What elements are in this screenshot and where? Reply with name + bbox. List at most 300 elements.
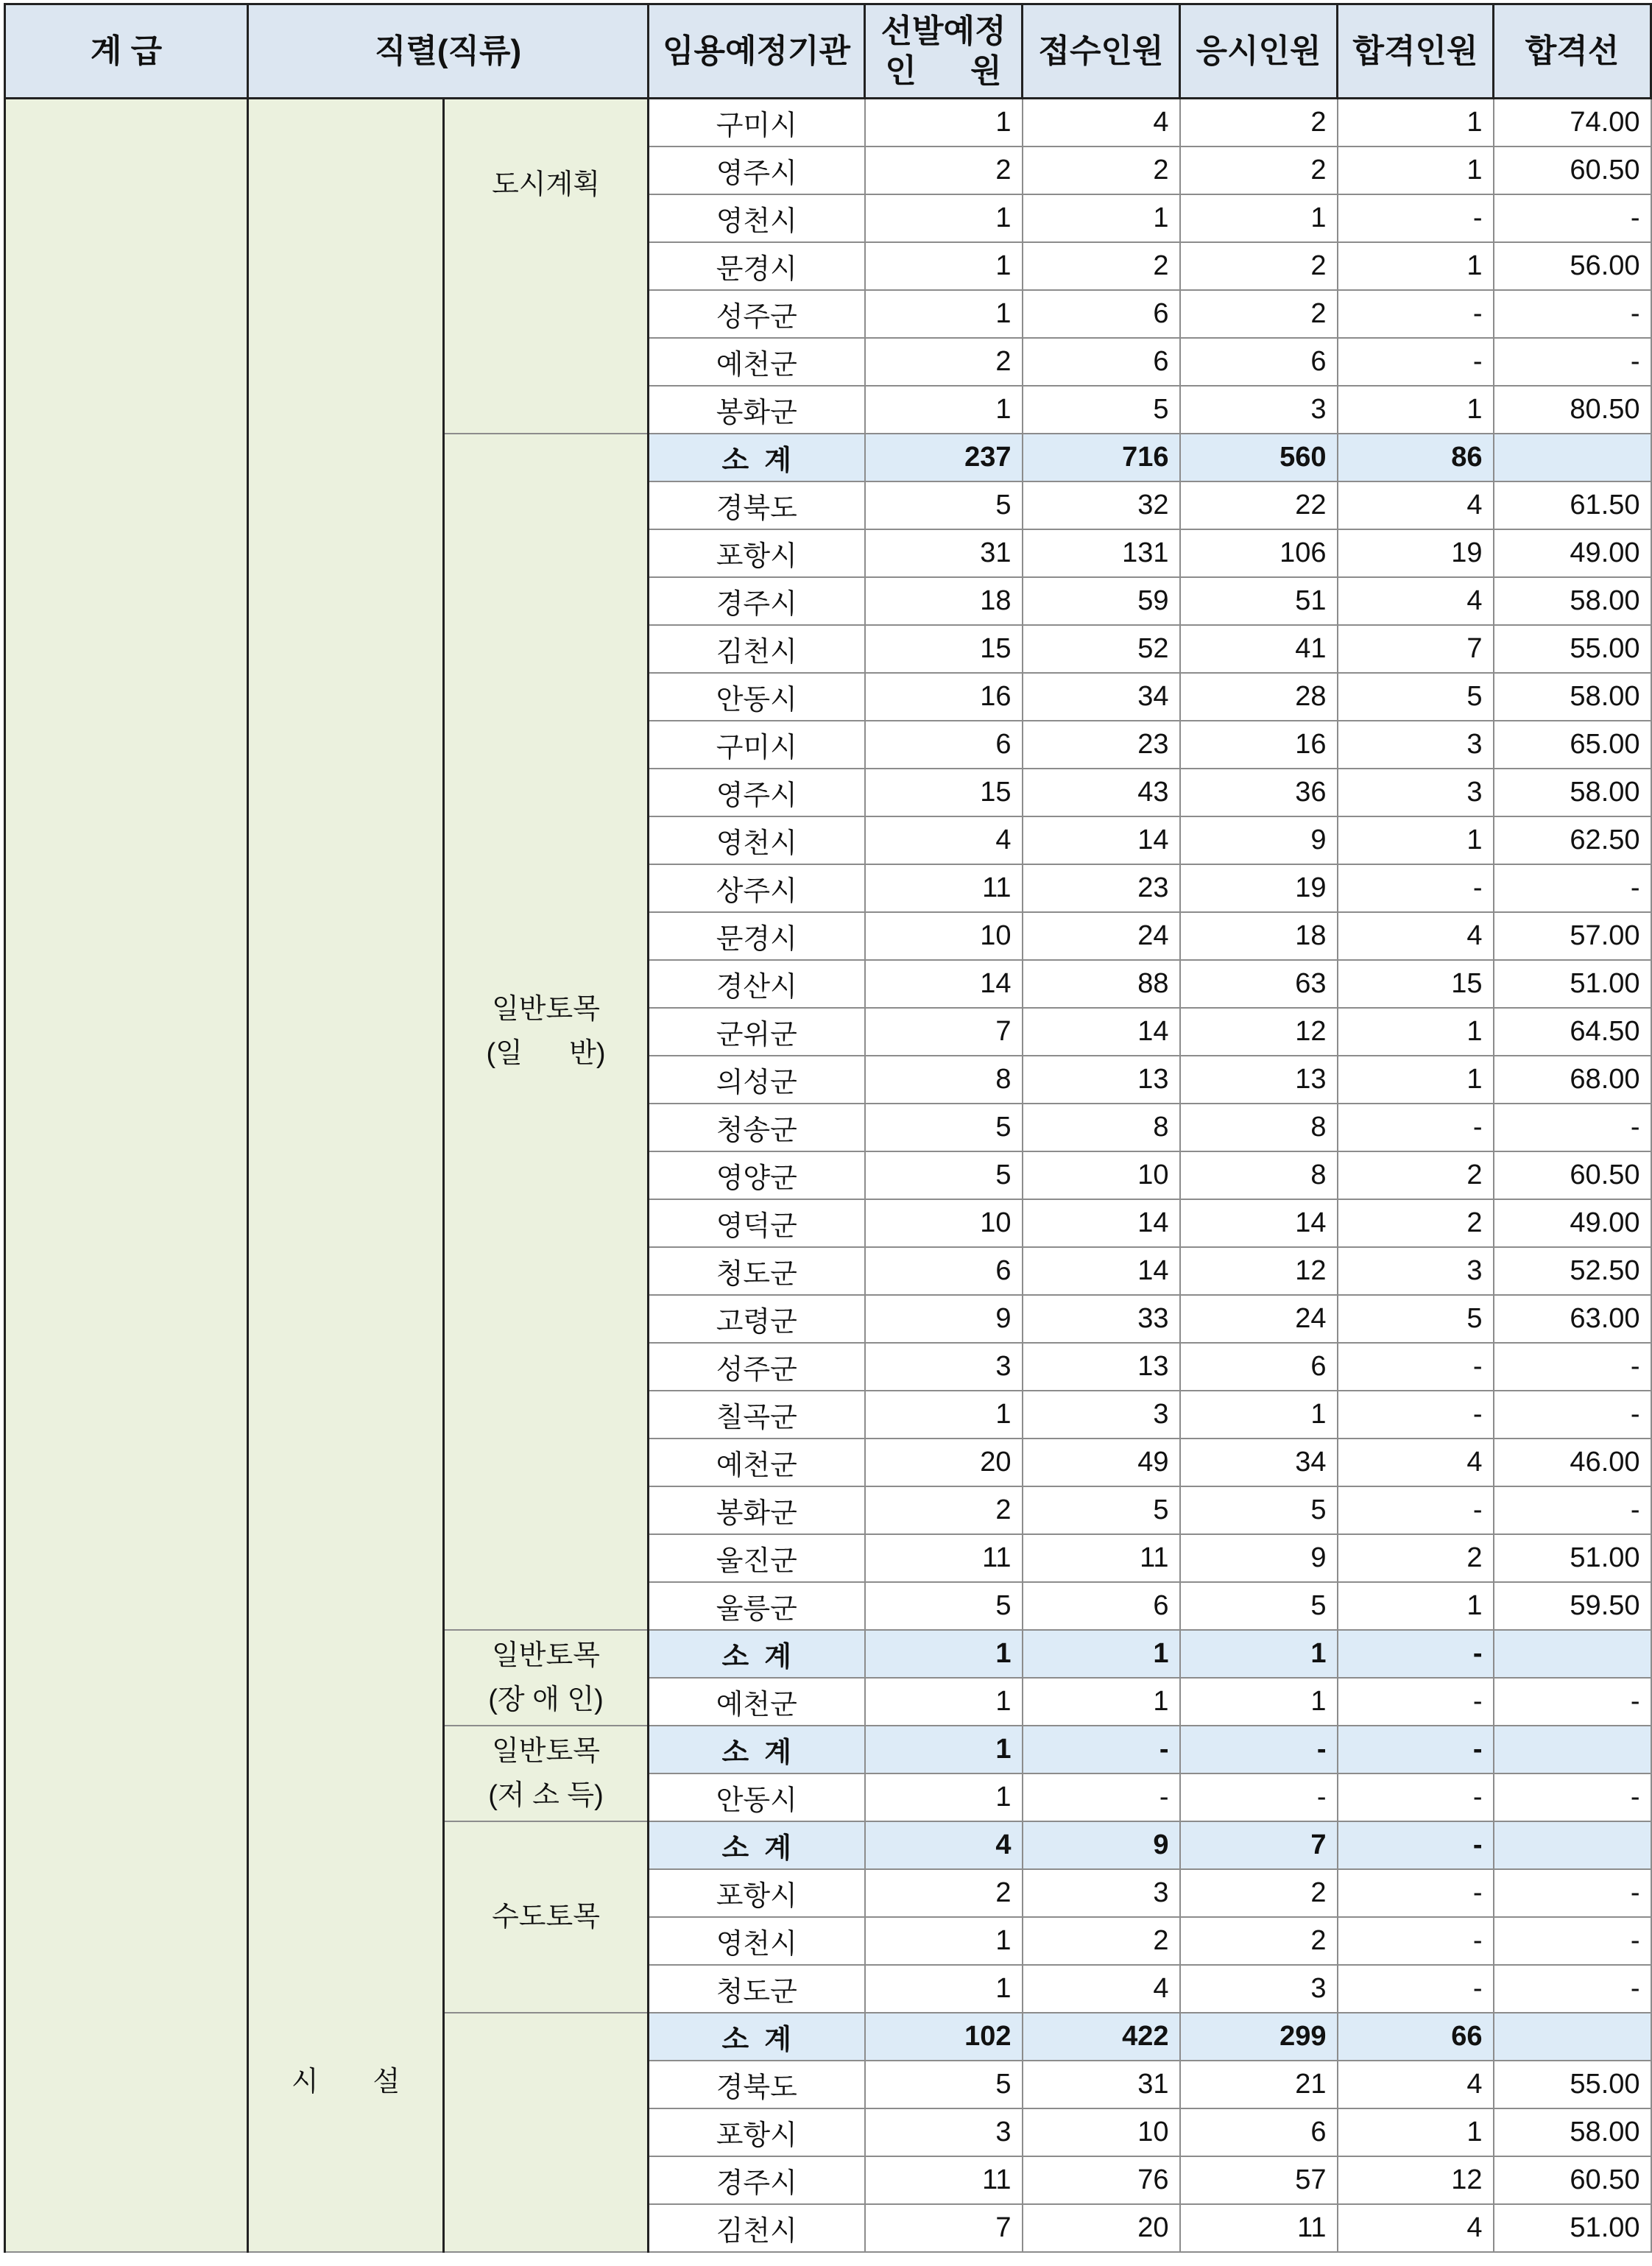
agency-cell: 군위군 — [649, 1008, 865, 1056]
applied-cell: 10 — [1023, 2108, 1180, 2156]
planned-cell: 1 — [865, 194, 1023, 242]
took-cell: 106 — [1180, 529, 1338, 577]
table-body — [5, 99, 1651, 2252]
header-planned-line1: 선발예정 — [880, 13, 1006, 49]
planned-cell: 11 — [865, 1534, 1023, 1582]
subseries-label-line1: 일반토목 — [492, 1640, 600, 1671]
applied-cell: 3 — [1023, 1391, 1180, 1439]
passed-cell: - — [1338, 864, 1494, 912]
agency-cell: 김천시 — [649, 625, 865, 673]
passed-cell: 4 — [1338, 1439, 1494, 1486]
cutoff-cell: - — [1494, 864, 1651, 912]
applied-cell: 52 — [1023, 625, 1180, 673]
cutoff-cell — [1494, 1630, 1651, 1678]
cutoff-cell: 51.00 — [1494, 2204, 1651, 2252]
took-cell: 12 — [1180, 1008, 1338, 1056]
passed-cell: - — [1338, 1726, 1494, 1773]
took-cell: 6 — [1180, 1343, 1338, 1391]
passed-cell: - — [1338, 290, 1494, 338]
applied-cell: 11 — [1023, 1534, 1180, 1582]
cutoff-cell: 55.00 — [1494, 625, 1651, 673]
applied-cell: 6 — [1023, 290, 1180, 338]
cutoff-cell: 65.00 — [1494, 721, 1651, 769]
passed-cell: - — [1338, 1917, 1494, 1965]
agency-cell: 영천시 — [649, 194, 865, 242]
planned-cell: 14 — [865, 960, 1023, 1008]
planned-cell: 6 — [865, 721, 1023, 769]
passed-cell: - — [1338, 1343, 1494, 1391]
took-cell: 34 — [1180, 1439, 1338, 1486]
planned-cell: 1 — [865, 1630, 1023, 1678]
cutoff-cell: - — [1494, 1486, 1651, 1534]
applied-cell: 14 — [1023, 1247, 1180, 1295]
agency-cell: 청도군 — [649, 1965, 865, 2013]
planned-cell: 1 — [865, 1773, 1023, 1821]
planned-cell: 1 — [865, 290, 1023, 338]
agency-cell: 봉화군 — [649, 1486, 865, 1534]
agency-cell: 성주군 — [649, 1343, 865, 1391]
subseries-label-line1: 일반토목 — [492, 1735, 600, 1767]
header-cutoff: 합격선 — [1494, 4, 1651, 99]
planned-cell: 3 — [865, 1343, 1023, 1391]
header-applied: 접수인원 — [1023, 4, 1180, 99]
cutoff-cell — [1494, 434, 1651, 481]
applied-cell: 5 — [1023, 1486, 1180, 1534]
took-cell: 19 — [1180, 864, 1338, 912]
cutoff-cell: - — [1494, 1104, 1651, 1151]
took-cell: 63 — [1180, 960, 1338, 1008]
agency-cell: 울진군 — [649, 1534, 865, 1582]
header-took: 응시인원 — [1180, 4, 1338, 99]
took-cell: 7 — [1180, 1821, 1338, 1869]
took-cell: - — [1180, 1773, 1338, 1821]
took-cell: 21 — [1180, 2061, 1338, 2108]
took-cell: 6 — [1180, 2108, 1338, 2156]
planned-cell: 31 — [865, 529, 1023, 577]
cutoff-cell: 58.00 — [1494, 577, 1651, 625]
planned-cell: 7 — [865, 2204, 1023, 2252]
applied-cell: 59 — [1023, 577, 1180, 625]
took-cell: 8 — [1180, 1151, 1338, 1199]
planned-cell: 10 — [865, 912, 1023, 960]
header-planned — [865, 4, 1023, 99]
planned-cell: 5 — [865, 1151, 1023, 1199]
passed-cell: 4 — [1338, 577, 1494, 625]
agency-cell: 예천군 — [649, 1678, 865, 1726]
planned-cell: 7 — [865, 1008, 1023, 1056]
cutoff-cell: 58.00 — [1494, 2108, 1651, 2156]
applied-cell: 31 — [1023, 2061, 1180, 2108]
took-cell: - — [1180, 1726, 1338, 1773]
applied-cell: 1 — [1023, 1678, 1180, 1726]
passed-cell: 1 — [1338, 1008, 1494, 1056]
planned-cell: 5 — [865, 1582, 1023, 1630]
took-cell: 560 — [1180, 434, 1338, 481]
applied-cell: 2 — [1023, 242, 1180, 290]
passed-cell: 5 — [1338, 673, 1494, 721]
cutoff-cell — [1494, 2013, 1651, 2061]
cutoff-cell: 51.00 — [1494, 1534, 1651, 1582]
subseries-cell — [444, 2013, 649, 2252]
agency-cell: 상주시 — [649, 864, 865, 912]
cutoff-cell: - — [1494, 1391, 1651, 1439]
cutoff-cell: 58.00 — [1494, 673, 1651, 721]
agency-cell: 경북도 — [649, 481, 865, 529]
applied-cell: 13 — [1023, 1056, 1180, 1104]
applied-cell: 422 — [1023, 2013, 1180, 2061]
applied-cell: 24 — [1023, 912, 1180, 960]
applied-cell: - — [1023, 1773, 1180, 1821]
took-cell: 18 — [1180, 912, 1338, 960]
passed-cell: - — [1338, 1391, 1494, 1439]
cutoff-cell: 62.50 — [1494, 816, 1651, 864]
passed-cell: 1 — [1338, 2108, 1494, 2156]
passed-cell: 12 — [1338, 2156, 1494, 2204]
cutoff-cell: 57.00 — [1494, 912, 1651, 960]
passed-cell: 1 — [1338, 242, 1494, 290]
planned-cell: 2 — [865, 1486, 1023, 1534]
applied-cell: 2 — [1023, 1917, 1180, 1965]
cutoff-cell — [1494, 1821, 1651, 1869]
agency-cell: 영양군 — [649, 1151, 865, 1199]
passed-cell: 1 — [1338, 1582, 1494, 1630]
cutoff-cell: 49.00 — [1494, 1199, 1651, 1247]
took-cell: 13 — [1180, 1056, 1338, 1104]
took-cell: 36 — [1180, 769, 1338, 816]
planned-cell: 16 — [865, 673, 1023, 721]
planned-cell: 5 — [865, 2061, 1023, 2108]
applied-cell: 5 — [1023, 386, 1180, 434]
took-cell: 51 — [1180, 577, 1338, 625]
agency-cell: 포항시 — [649, 529, 865, 577]
passed-cell: 1 — [1338, 816, 1494, 864]
applied-cell: 43 — [1023, 769, 1180, 816]
cutoff-cell: 51.00 — [1494, 960, 1651, 1008]
applied-cell: 9 — [1023, 1821, 1180, 1869]
applied-cell: 34 — [1023, 673, 1180, 721]
subseries-cell — [444, 1821, 649, 2013]
applied-cell: 10 — [1023, 1151, 1180, 1199]
cutoff-cell: 58.00 — [1494, 769, 1651, 816]
planned-cell: 5 — [865, 1104, 1023, 1151]
took-cell: 57 — [1180, 2156, 1338, 2204]
passed-cell: 2 — [1338, 1534, 1494, 1582]
planned-cell: 8 — [865, 1056, 1023, 1104]
planned-cell: 1 — [865, 1678, 1023, 1726]
cutoff-cell: - — [1494, 1869, 1651, 1917]
took-cell: 24 — [1180, 1295, 1338, 1343]
planned-cell: 1 — [865, 242, 1023, 290]
subseries-cell — [444, 99, 649, 434]
applied-cell: 3 — [1023, 1869, 1180, 1917]
agency-cell: 소 계 — [649, 2013, 865, 2061]
planned-cell: 11 — [865, 2156, 1023, 2204]
passed-cell: - — [1338, 338, 1494, 386]
took-cell: 2 — [1180, 1917, 1338, 1965]
planned-cell: 15 — [865, 625, 1023, 673]
took-cell: 41 — [1180, 625, 1338, 673]
cutoff-cell: - — [1494, 290, 1651, 338]
cutoff-cell: 56.00 — [1494, 242, 1651, 290]
agency-cell: 영천시 — [649, 816, 865, 864]
applied-cell: 14 — [1023, 1008, 1180, 1056]
cutoff-cell: 55.00 — [1494, 2061, 1651, 2108]
agency-cell: 소 계 — [649, 1630, 865, 1678]
cutoff-cell: 80.50 — [1494, 386, 1651, 434]
agency-cell: 울릉군 — [649, 1582, 865, 1630]
exam-results-table — [4, 3, 1652, 2253]
applied-cell: 2 — [1023, 147, 1180, 194]
series-cell: 시 설 — [248, 99, 444, 2252]
passed-cell: 4 — [1338, 2204, 1494, 2252]
passed-cell: 4 — [1338, 2061, 1494, 2108]
passed-cell: - — [1338, 1678, 1494, 1726]
took-cell: 1 — [1180, 1391, 1338, 1439]
cutoff-cell: 68.00 — [1494, 1056, 1651, 1104]
passed-cell: - — [1338, 1965, 1494, 2013]
applied-cell: 6 — [1023, 1582, 1180, 1630]
took-cell: 14 — [1180, 1199, 1338, 1247]
cutoff-cell: 52.50 — [1494, 1247, 1651, 1295]
passed-cell: 7 — [1338, 625, 1494, 673]
cutoff-cell: 49.00 — [1494, 529, 1651, 577]
agency-cell: 영천시 — [649, 1917, 865, 1965]
passed-cell: 1 — [1338, 1056, 1494, 1104]
passed-cell: 1 — [1338, 99, 1494, 147]
header-agency: 임용예정기관 — [649, 4, 865, 99]
took-cell: 12 — [1180, 1247, 1338, 1295]
took-cell: 2 — [1180, 99, 1338, 147]
passed-cell: - — [1338, 194, 1494, 242]
subseries-label-line2: (장 애 인) — [488, 1684, 604, 1715]
applied-cell: 1 — [1023, 194, 1180, 242]
took-cell: 2 — [1180, 242, 1338, 290]
agency-cell: 영덕군 — [649, 1199, 865, 1247]
passed-cell: 15 — [1338, 960, 1494, 1008]
took-cell: 3 — [1180, 386, 1338, 434]
planned-cell: 102 — [865, 2013, 1023, 2061]
agency-cell: 문경시 — [649, 912, 865, 960]
took-cell: 3 — [1180, 1965, 1338, 2013]
agency-cell: 포항시 — [649, 2108, 865, 2156]
applied-cell: 4 — [1023, 99, 1180, 147]
agency-cell: 소 계 — [649, 1726, 865, 1773]
planned-cell: 1 — [865, 1726, 1023, 1773]
applied-cell: 49 — [1023, 1439, 1180, 1486]
cutoff-cell: 74.00 — [1494, 99, 1651, 147]
cutoff-cell: - — [1494, 1917, 1651, 1965]
passed-cell: - — [1338, 1773, 1494, 1821]
passed-cell: 66 — [1338, 2013, 1494, 2061]
applied-cell: 88 — [1023, 960, 1180, 1008]
took-cell: 28 — [1180, 673, 1338, 721]
planned-cell: 1 — [865, 99, 1023, 147]
applied-cell: 716 — [1023, 434, 1180, 481]
agency-cell: 봉화군 — [649, 386, 865, 434]
planned-cell: 2 — [865, 1869, 1023, 1917]
header-row — [5, 4, 1651, 99]
planned-cell: 9 — [865, 1295, 1023, 1343]
passed-cell: - — [1338, 1869, 1494, 1917]
agency-cell: 경주시 — [649, 2156, 865, 2204]
agency-cell: 구미시 — [649, 721, 865, 769]
cutoff-cell: 61.50 — [1494, 481, 1651, 529]
agency-cell: 영주시 — [649, 147, 865, 194]
agency-cell: 경산시 — [649, 960, 865, 1008]
planned-cell: 2 — [865, 147, 1023, 194]
applied-cell: - — [1023, 1726, 1180, 1773]
took-cell: 5 — [1180, 1582, 1338, 1630]
subseries-label-line1: 일반토목 — [492, 994, 600, 1025]
planned-cell: 1 — [865, 1917, 1023, 1965]
subseries-cell — [444, 1726, 649, 1821]
took-cell: 16 — [1180, 721, 1338, 769]
planned-cell: 1 — [865, 1965, 1023, 2013]
table-row — [5, 99, 1651, 147]
subseries-cell — [444, 434, 649, 1630]
cutoff-cell: - — [1494, 1965, 1651, 2013]
agency-cell: 포항시 — [649, 1869, 865, 1917]
agency-cell: 청도군 — [649, 1247, 865, 1295]
took-cell: 22 — [1180, 481, 1338, 529]
applied-cell: 6 — [1023, 338, 1180, 386]
planned-cell: 18 — [865, 577, 1023, 625]
cutoff-cell: 60.50 — [1494, 1151, 1651, 1199]
subseries-label-line1: 도시계획 — [492, 169, 600, 200]
agency-cell: 예천군 — [649, 1439, 865, 1486]
cutoff-cell: 46.00 — [1494, 1439, 1651, 1486]
cutoff-cell: 60.50 — [1494, 2156, 1651, 2204]
took-cell: 1 — [1180, 194, 1338, 242]
agency-cell: 칠곡군 — [649, 1391, 865, 1439]
applied-cell: 23 — [1023, 721, 1180, 769]
took-cell: 2 — [1180, 147, 1338, 194]
applied-cell: 32 — [1023, 481, 1180, 529]
took-cell: 8 — [1180, 1104, 1338, 1151]
applied-cell: 33 — [1023, 1295, 1180, 1343]
cutoff-cell: - — [1494, 338, 1651, 386]
header-passed: 합격인원 — [1338, 4, 1494, 99]
took-cell: 2 — [1180, 290, 1338, 338]
planned-cell: 4 — [865, 816, 1023, 864]
passed-cell: 4 — [1338, 912, 1494, 960]
passed-cell: - — [1338, 1630, 1494, 1678]
took-cell: 6 — [1180, 338, 1338, 386]
passed-cell: - — [1338, 1104, 1494, 1151]
planned-cell: 5 — [865, 481, 1023, 529]
took-cell: 2 — [1180, 1869, 1338, 1917]
cutoff-cell: - — [1494, 1343, 1651, 1391]
passed-cell: 3 — [1338, 769, 1494, 816]
subseries-label-line2: (일 반) — [486, 1038, 606, 1069]
applied-cell: 14 — [1023, 1199, 1180, 1247]
took-cell: 11 — [1180, 2204, 1338, 2252]
agency-cell: 안동시 — [649, 1773, 865, 1821]
subseries-label-line2: (저 소 득) — [488, 1779, 604, 1811]
applied-cell: 76 — [1023, 2156, 1180, 2204]
header-series: 직렬(직류) — [248, 4, 649, 99]
applied-cell: 14 — [1023, 816, 1180, 864]
applied-cell: 131 — [1023, 529, 1180, 577]
took-cell: 5 — [1180, 1486, 1338, 1534]
agency-cell: 고령군 — [649, 1295, 865, 1343]
agency-cell: 경북도 — [649, 2061, 865, 2108]
took-cell: 9 — [1180, 816, 1338, 864]
passed-cell: - — [1338, 1486, 1494, 1534]
planned-cell: 4 — [865, 1821, 1023, 1869]
planned-cell: 15 — [865, 769, 1023, 816]
agency-cell: 소 계 — [649, 434, 865, 481]
cutoff-cell: - — [1494, 194, 1651, 242]
agency-cell: 안동시 — [649, 673, 865, 721]
header-planned-line2: 인 원 — [885, 52, 1002, 89]
passed-cell: 3 — [1338, 721, 1494, 769]
applied-cell: 1 — [1023, 1630, 1180, 1678]
planned-cell: 3 — [865, 2108, 1023, 2156]
subseries-label-line1: 수도토목 — [492, 1901, 600, 1933]
passed-cell: 4 — [1338, 481, 1494, 529]
took-cell: 1 — [1180, 1678, 1338, 1726]
cutoff-cell: 59.50 — [1494, 1582, 1651, 1630]
took-cell: 299 — [1180, 2013, 1338, 2061]
agency-cell: 영주시 — [649, 769, 865, 816]
passed-cell: 3 — [1338, 1247, 1494, 1295]
passed-cell: 2 — [1338, 1199, 1494, 1247]
cutoff-cell: - — [1494, 1678, 1651, 1726]
agency-cell: 예천군 — [649, 338, 865, 386]
cutoff-cell: 60.50 — [1494, 147, 1651, 194]
cutoff-cell: 64.50 — [1494, 1008, 1651, 1056]
planned-cell: 11 — [865, 864, 1023, 912]
agency-cell: 구미시 — [649, 99, 865, 147]
applied-cell: 23 — [1023, 864, 1180, 912]
planned-cell: 6 — [865, 1247, 1023, 1295]
planned-cell: 237 — [865, 434, 1023, 481]
took-cell: 9 — [1180, 1534, 1338, 1582]
passed-cell: 1 — [1338, 386, 1494, 434]
cutoff-cell: - — [1494, 1773, 1651, 1821]
planned-cell: 1 — [865, 386, 1023, 434]
agency-cell: 성주군 — [649, 290, 865, 338]
planned-cell: 10 — [865, 1199, 1023, 1247]
applied-cell: 4 — [1023, 1965, 1180, 2013]
grade-cell — [5, 99, 248, 2252]
planned-cell: 1 — [865, 1391, 1023, 1439]
agency-cell: 소 계 — [649, 1821, 865, 1869]
agency-cell: 문경시 — [649, 242, 865, 290]
passed-cell: - — [1338, 1821, 1494, 1869]
agency-cell: 김천시 — [649, 2204, 865, 2252]
applied-cell: 13 — [1023, 1343, 1180, 1391]
took-cell: 1 — [1180, 1630, 1338, 1678]
applied-cell: 8 — [1023, 1104, 1180, 1151]
passed-cell: 1 — [1338, 147, 1494, 194]
passed-cell: 2 — [1338, 1151, 1494, 1199]
planned-cell: 2 — [865, 338, 1023, 386]
agency-cell: 경주시 — [649, 577, 865, 625]
cutoff-cell: 63.00 — [1494, 1295, 1651, 1343]
passed-cell: 5 — [1338, 1295, 1494, 1343]
cutoff-cell — [1494, 1726, 1651, 1773]
header-grade: 계 급 — [5, 4, 248, 99]
passed-cell: 19 — [1338, 529, 1494, 577]
agency-cell: 의성군 — [649, 1056, 865, 1104]
agency-cell: 청송군 — [649, 1104, 865, 1151]
applied-cell: 20 — [1023, 2204, 1180, 2252]
planned-cell: 20 — [865, 1439, 1023, 1486]
passed-cell: 86 — [1338, 434, 1494, 481]
subseries-cell — [444, 1630, 649, 1726]
